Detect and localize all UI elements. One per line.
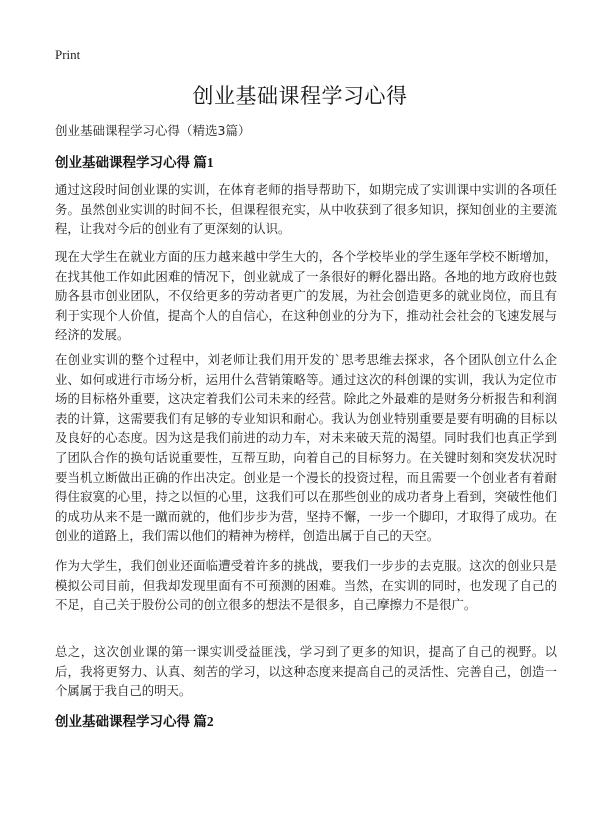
document-subtitle: 创业基础课程学习心得（精选3篇） — [55, 123, 251, 138]
paragraph-4: 作为大学生，我们创业还面临遭受着许多的挑战，要我们一步步的去克服。这次的创业只是模拟公司目前，但我却发现里面有不可预测的困难。当然，在实训的同时，也发现了自己的不足，自己关于股份公司的创立很多的想法不是很多，自己摩擦力不是很广。 — [55, 558, 557, 613]
section-heading-2: 创业基础课程学习心得 篇2 — [55, 714, 214, 729]
page-title: 创业基础课程学习心得 — [192, 84, 408, 108]
print-link[interactable]: Print — [55, 47, 81, 62]
paragraph-3: 在创业实训的整个过程中，刘老师让我们用开发的`思考思维去探求，各个团队创立什么企业、如何或进行市场分析，运用什么营销策略等。通过这次的科创课的实训，我认为定位市场的目标格外重要，这决定着我们公司未来的经营。除此之外最难的是财务分析报告和利润表的计算，这需要我们有足够的专业知识和耐心。我认为创业特别重要是要有明确的目标以及良好的心态度。因为这是我们前进的动力车，对未来破天荒的渴望。同时我们也真正学到了团队合作的换句话说重要性，互帮互助，向着自己的目标努力。在关键时刻和突发状况时要当机立断做出正确的作出决定。创业是一个漫长的投资过程，而且需要一个创业者有着耐得住寂寞的心里，持之以恒的心里，这我们可以在那些创业的成功者身上看到，突破性他们的成功从来不是一蹴而就的，他们步步为营，坚持不懈，一步一个脚印，才取得了成功。在创业的道路上，我们需以他们的精神为榜样，创造出属于自己的天空。 — [55, 352, 557, 544]
paragraph-2: 现在大学生在就业方面的压力越来越中学生大的，各个学校毕业的学生逐年学校不断增加，在找其他工作如此困难的情况下，创业就成了一条很好的孵化器出路。各地的地方政府也鼓励各县市创业团队，不仅给更多的劳动者更广的发展，为社会创造更多的就业岗位，而且有利于实现个人价值，提高个人的自信心，在这种创业的分为下，推动社会社会的飞速发展与经济的发展。 — [55, 249, 557, 343]
paragraph-5: 总之，这次创业课的第一课实训受益匪浅，学习到了更多的知识，提高了自己的视野。以后，我将更努力、认真、刻苦的学习，以这种态度来提高自己的灵活性、完善自己，创造一个属属于我自己的明天。 — [55, 644, 557, 699]
paragraph-1: 通过这段时间创业课的实训，在体育老师的指导帮助下，如期完成了实训课中实训的各项任务。虽然创业实训的时间不长，但课程很充实，从中收获到了很多知识，探知创业的主要流程，让我对今后的创业有了更深刻的认识。 — [55, 182, 557, 237]
section-heading-1: 创业基础课程学习心得 篇1 — [55, 155, 214, 170]
